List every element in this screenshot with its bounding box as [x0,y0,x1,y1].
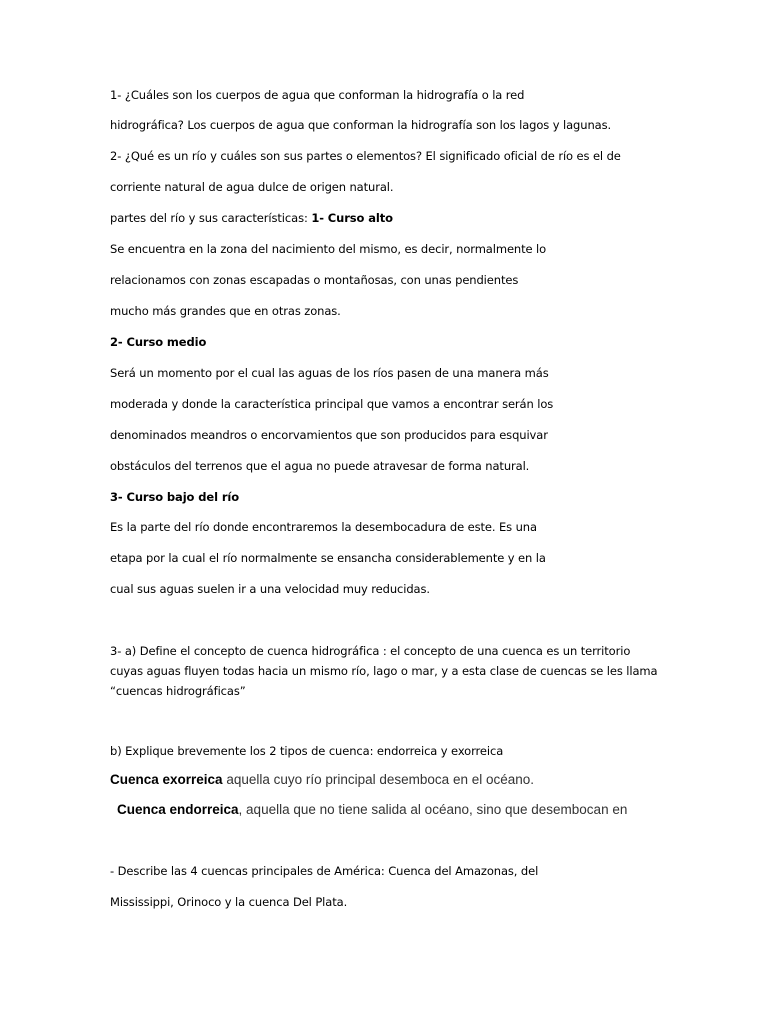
question-1-line-2: hidrográfica? Los cuerpos de agua que conforman la hidrografía son los lagos y lagunas. [110,118,612,132]
lower-course-heading: 3- Curso bajo del río [110,490,240,504]
endorheic-definition: , aquella que no tiene salida al océano, sino que desembocan en [238,802,628,817]
middle-course-line-1: Será un momento por el cual las aguas de los ríos pasen de una manera más [110,366,549,380]
question-3b-heading: b) Explique brevemente los 2 tipos de cuenca: endorreica y exorreica [110,744,504,758]
question-3a-line-1: 3- a) Define el concepto de cuenca hidrográfica : el concepto de una cuenca es un territorio [110,644,631,658]
middle-course-line-4: obstáculos del terrenos que el agua no puede atravesar de forma natural. [110,459,530,473]
upper-course-line-3: mucho más grandes que en otras zonas. [110,304,341,318]
endorheic-term: Cuenca endorreica [117,802,239,817]
middle-course-heading: 2- Curso medio [110,335,207,349]
question-3a-line-3: “cuencas hidrográficas” [110,684,246,698]
question-3a-line-2: cuyas aguas fluyen todas hacia un mismo río, lago o mar, y a esta clase de cuencas se les llama [110,664,658,678]
exorheic-basin-line [110,773,534,787]
question-4-line-2: Mississippi, Orinoco y la cuenca Del Plata. [110,895,348,909]
upper-course-heading: 1- Curso alto [311,211,393,225]
middle-course-line-2: moderada y donde la característica principal que vamos a encontrar serán los [110,397,554,411]
question-2-line-1: 2- ¿Qué es un río y cuáles son sus partes o elementos? El significado oficial de río es el de [110,149,621,163]
question-2-line-2: corriente natural de agua dulce de origen natural. [110,180,394,194]
upper-course-line-1: Se encuentra en la zona del nacimiento del mismo, es decir, normalmente lo [110,242,547,256]
endorheic-basin-line [117,803,627,817]
upper-course-line-2: relacionamos con zonas escapadas o montañosas, con unas pendientes [110,273,519,287]
river-parts-heading [110,211,393,225]
lower-course-line-1: Es la parte del río donde encontraremos la desembocadura de este. Es una [110,520,537,534]
exorheic-definition: aquella cuyo río principal desemboca en el océano. [222,772,535,787]
lower-course-line-3: cual sus aguas suelen ir a una velocidad muy reducidas. [110,582,430,596]
river-parts-label: partes del río y sus características: [110,211,308,225]
question-4-line-1: - Describe las 4 cuencas principales de América: Cuenca del Amazonas, del [110,864,539,878]
lower-course-line-2: etapa por la cual el río normalmente se ensancha considerablemente y en la [110,551,546,565]
middle-course-line-3: denominados meandros o encorvamientos que son producidos para esquivar [110,428,548,442]
exorheic-term: Cuenca exorreica [110,772,223,787]
question-1-line-1: 1- ¿Cuáles son los cuerpos de agua que conforman la hidrografía o la red [110,88,525,102]
